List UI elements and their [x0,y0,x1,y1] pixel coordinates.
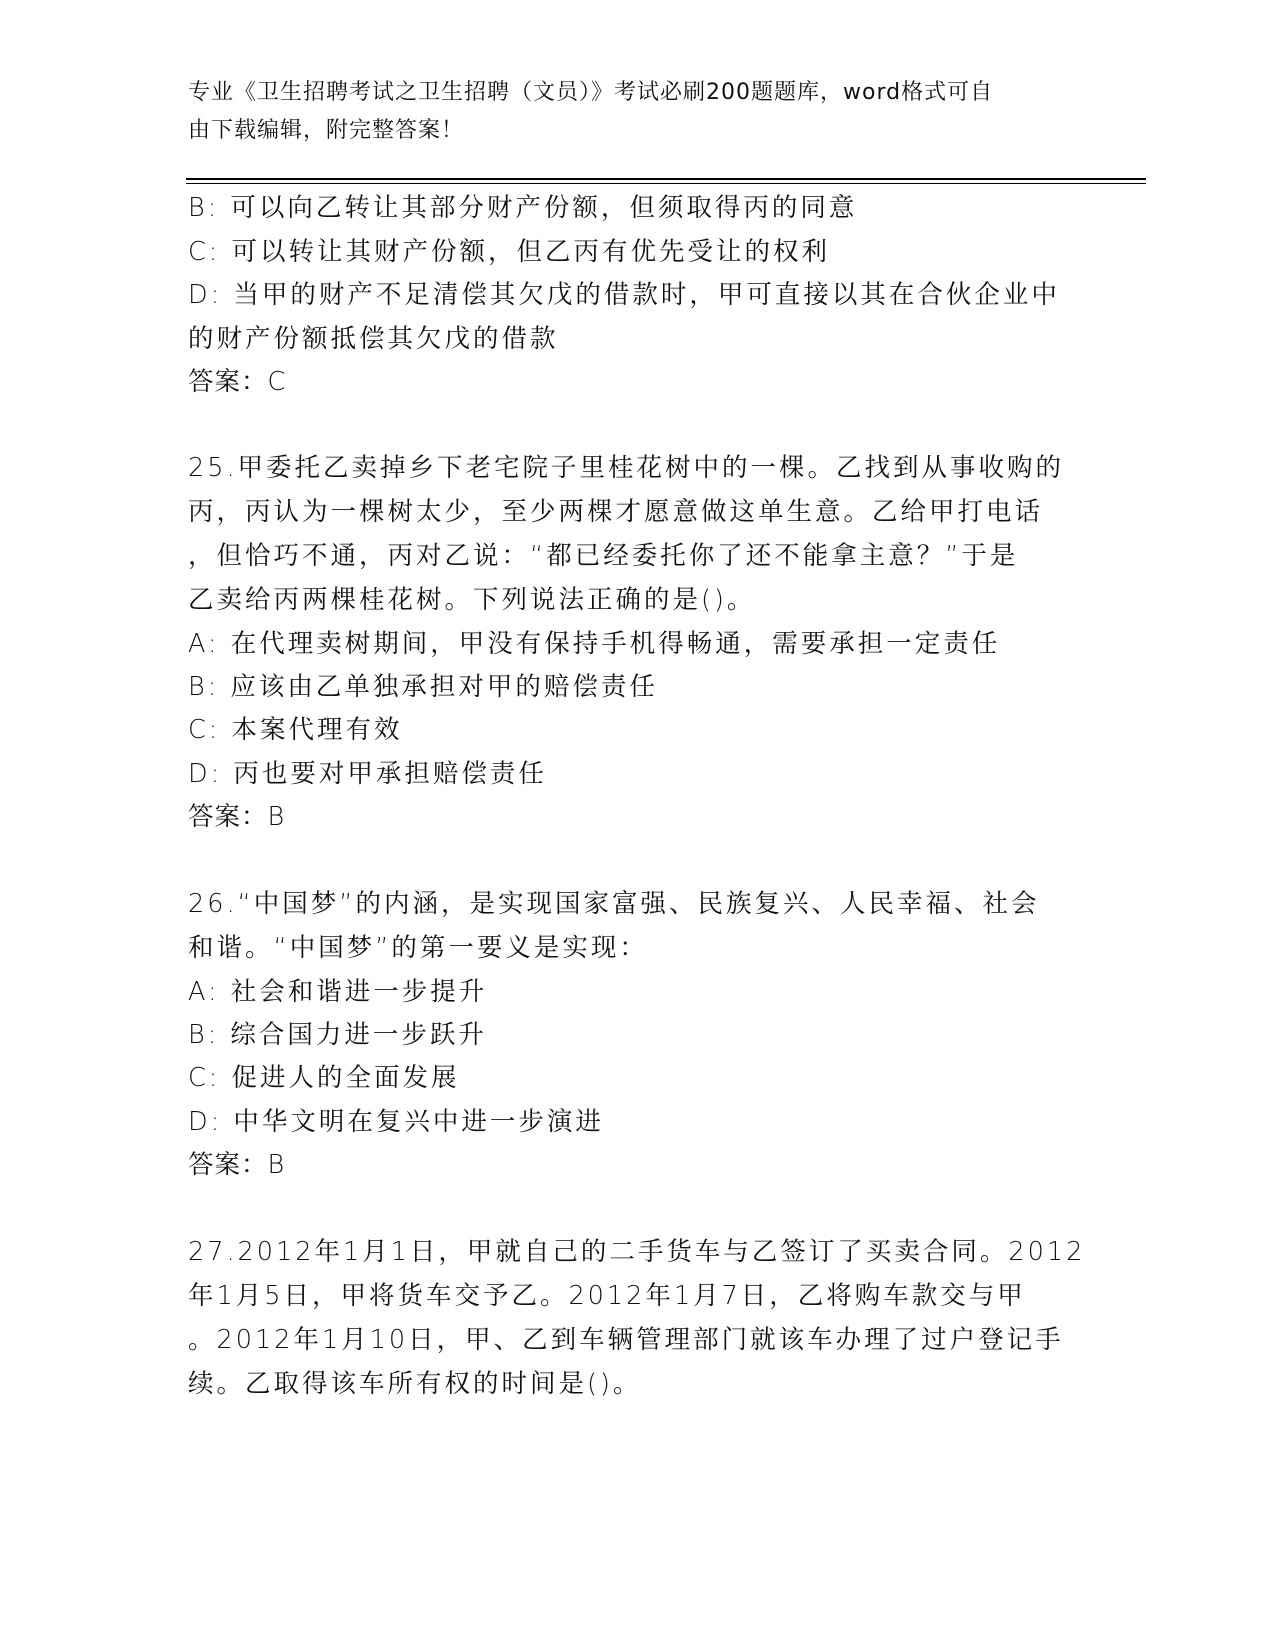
header-line-1: 专业《卫生招聘考试之卫生招聘（文员）》考试必刷200题题库，word格式可自 [188,80,994,105]
q27-line-4: 续。乙取得该车所有权的时间是()。 [188,1369,642,1399]
q26-option-c: C: 促进人的全面发展 [188,1063,460,1093]
header-rule-thin [186,183,1146,184]
prev-option-c: C: 可以转让其财产份额，但乙丙有优先受让的权利 [188,237,831,267]
prev-option-d-line-1: D: 当甲的财产不足清偿其欠戊的借款时，甲可直接以其在合伙企业中 [188,280,1060,310]
q25-line-3: ，但恰巧不通，丙对乙说：“都已经委托你了还不能拿主意？”于是 [188,541,1019,571]
q26-option-a: A: 社会和谐进一步提升 [188,977,488,1007]
q26-line-2: 和谐。“中国梦”的第一要义是实现： [188,933,648,963]
q25-option-d: D: 丙也要对甲承担赔偿责任 [188,759,547,789]
header-rule-thick [186,178,1146,180]
header-line-2: 由下载编辑，附完整答案！ [188,118,465,143]
q25-option-c: C: 本案代理有效 [188,715,403,745]
prev-answer: 答案：C [188,367,287,397]
q26-option-b: B: 综合国力进一步跃升 [188,1020,487,1050]
q27-line-1: 27.2012年1月1日，甲就自己的二手货车与乙签订了买卖合同。2012 [188,1237,1086,1267]
q25-option-a: A: 在代理卖树期间，甲没有保持手机得畅通，需要承担一定责任 [188,629,1001,659]
q26-line-1: 26.“中国梦”的内涵，是实现国家富强、民族复兴、人民幸福、社会 [188,889,1040,919]
prev-option-b: B: 可以向乙转让其部分财产份额，但须取得丙的同意 [188,193,858,223]
q25-line-2: 丙，丙认为一棵树太少，至少两棵才愿意做这单生意。乙给甲打电话 [188,497,1044,527]
q27-line-2: 年1月5日，甲将货车交予乙。2012年1月7日，乙将购车款交与甲 [188,1281,1026,1311]
prev-option-d-line-2: 的财产份额抵偿其欠戊的借款 [188,324,559,354]
q25-option-b: B: 应该由乙单独承担对甲的赔偿责任 [188,672,658,702]
q26-option-d: D: 中华文明在复兴中进一步演进 [188,1107,604,1137]
q26-answer: 答案：B [188,1150,286,1180]
q27-line-3: 。2012年1月10日，甲、乙到车辆管理部门就该车办理了过户登记手 [188,1325,1064,1355]
q25-line-1: 25.甲委托乙卖掉乡下老宅院子里桂花树中的一棵。乙找到从事收购的 [188,453,1065,483]
q25-answer: 答案：B [188,802,286,832]
q25-line-4: 乙卖给丙两棵桂花树。下列说法正确的是()。 [188,585,756,615]
document-header [188,74,1078,150]
